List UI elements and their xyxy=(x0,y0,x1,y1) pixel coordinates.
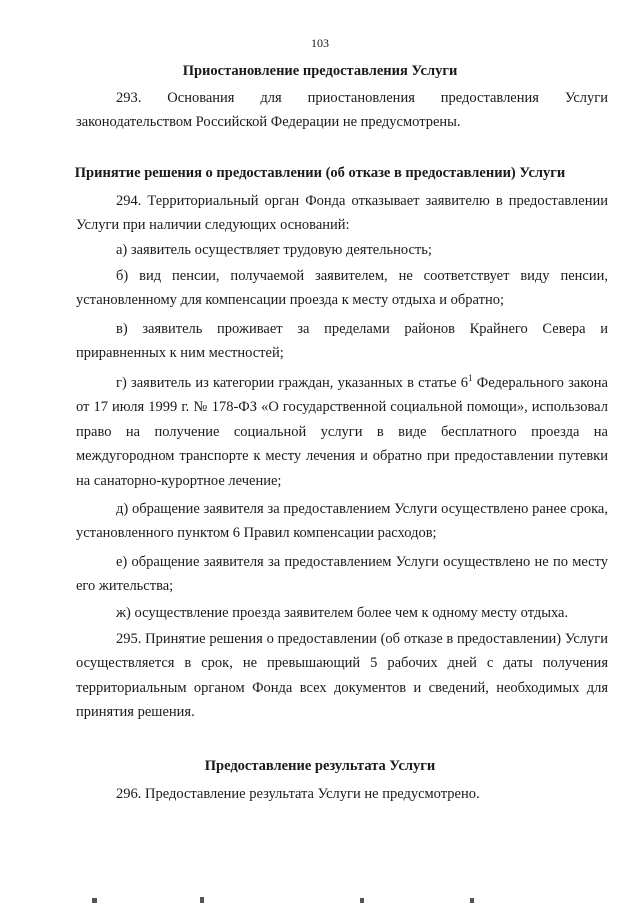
scan-artifact xyxy=(470,898,474,903)
paragraph-294: 294. Территориальный орган Фонда отказывает заявителю в предоставлении Услуги при наличии следующих оснований: xyxy=(76,193,608,234)
list-item-g-start: г) заявитель из категории граждан, указанных в статье 6 xyxy=(116,375,469,391)
scan-artifact xyxy=(200,897,204,903)
list-item-v: в) заявитель проживает за пределами районов Крайнего Севера и приравненных к ним местностей; xyxy=(76,321,608,362)
paragraph-296: 296. Предоставление результата Услуги не предусмотрено. xyxy=(116,786,480,802)
section-heading-suspension: Приостановление предоставления Услуги xyxy=(182,63,458,79)
list-item-a: а) заявитель осуществляет трудовую деятельность; xyxy=(116,242,432,258)
scan-artifact xyxy=(92,898,97,903)
list-item-d: д) обращение заявителя за предоставлением Услуги осуществлено ранее срока, установленного пунктом 6 Правил компенсации расходов; xyxy=(76,501,608,542)
paragraph-295: 295. Принятие решения о предоставлении (об отказе в предоставлении) Услуги осуществляется в срок, не превышающий 5 рабочих дней с даты получения территориальным органом Фонда всех документов и сведений, необходимых для принятия решения. xyxy=(76,631,608,721)
page-number: 103 xyxy=(311,36,329,50)
list-item-g-rest: Федерального закона от 17 июля 1999 г. № 178-ФЗ «О государственной социальной помощи», использовал право на получение социальной услуги в виде бесплатного проезда на междугородном транспорте к месту лечения и обратно при предоставлении путевки на санаторно-курортное лечение; xyxy=(76,375,608,489)
section-heading-decision: Принятие решения о предоставлении (об отказе в предоставлении) Услуги xyxy=(74,165,566,181)
list-item-zh: ж) осуществление проезда заявителем более чем к одному месту отдыха. xyxy=(116,605,569,621)
section-heading-result: Предоставление результата Услуги xyxy=(204,758,436,774)
list-item-g xyxy=(76,371,608,493)
superscript-1: 1 xyxy=(468,373,473,384)
list-item-e: е) обращение заявителя за предоставлением Услуги осуществлено не по месту его жительства; xyxy=(76,554,608,595)
scan-artifact xyxy=(360,898,364,903)
paragraph-293: 293. Основания для приостановления предоставления Услуги законодательством Российской Федерации не предусмотрены. xyxy=(76,90,608,131)
list-item-b: б) вид пенсии, получаемой заявителем, не соответствует виду пенсии, установленному для компенсации проезда к месту отдыха и обратно; xyxy=(76,268,608,309)
